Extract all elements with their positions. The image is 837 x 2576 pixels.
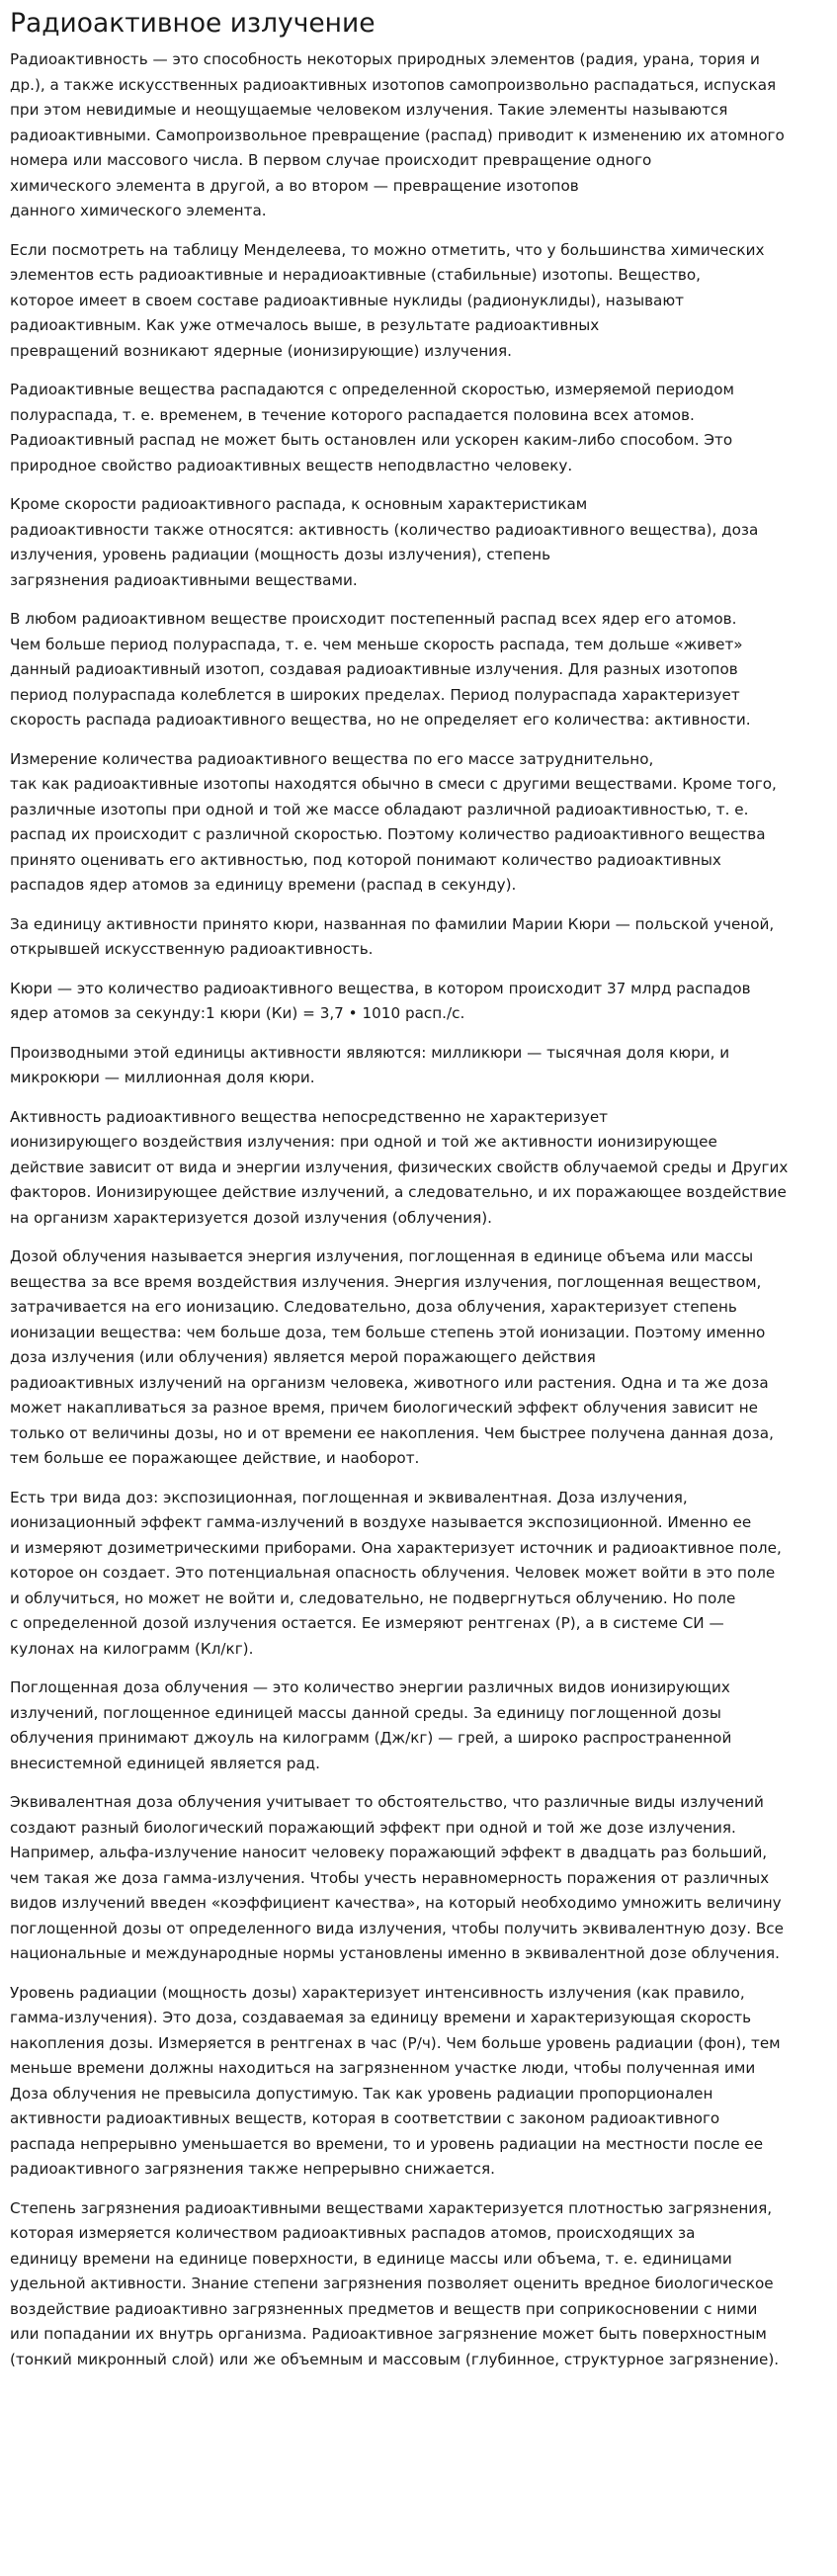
paragraph-equivalent-dose: Эквивалентная доза облучения учитывает то обстоятельство, что различные виды излучений создают разный биологический поражающий эффект при одной и той же дозе излучения. Например, альфа-излучение наносит человеку поражающий эффект в двадцать раз больший, чем такая же доза гамма-излучения. Чтобы учесть неравномерность поражения от различных видов излучений введен «коэффициент качества», на который необходимо умножить величину поглощенной дозы от определенного вида излучения, чтобы получить эквивалентную дозу. Все национальные и международные нормы установлены именно в эквивалентной дозе облучения. — [10, 1793, 784, 1962]
paragraph-dose: Дозой облучения называется энергия излучения, поглощенная в единице объема или массы вещества за все время воздействия излучения. Энергия излучения, поглощенная веществом, затрачивается на его ионизацию. Следовательно, доза облучения, характеризует степень ионизации вещества: чем больше доза, тем больше степень этой ионизации. Поэтому именно доза излучения (или облучения) является мерой поражающего действия радиоактивных излучений на организм человека, животного или растения. Одна и та же доза может накапливаться за разное время, причем биологический эффект облучения зависит не только от величины дозы, но и от времени ее накопления. Чем быстрее получена данная доза, тем больше ее поражающее действие, и наоборот. — [10, 1247, 774, 1467]
article-title: Радиоактивное излучение — [10, 8, 376, 39]
paragraph-contamination: Степень загрязнения радиоактивными веществами характеризуется плотностью загрязнения, которая измеряется количеством радиоактивных распадов атомов, происходящих за единицу времени на единице поверхности, в единице массы или объема, т. е. единицами удельной активности. Знание степени загрязнения позволяет оценить вредное биологическое воздействие радиоактивно загрязненных предметов и веществ при соприкосновении с ними или попадании их внутрь организма. Радиоактивное загрязнение может быть поверхностным (тонкий микронный слой) или же объемным и массовым (глубинное, структурное загрязнение). — [10, 2198, 780, 2368]
paragraph-radiation-level: Уровень радиации (мощность дозы) характеризует интенсивность излучения (как правило, гамма-излучения). Это доза, создаваемая за единицу времени и характеризующая скорость накопления дозы. Измеряется в рентгенах в час (Р/ч). Чем больше уровень радиации (фон), тем меньше времени должны находиться на загрязненном участке люди, чтобы полученная ими Доза облучения не превысила допустимую. Так как уровень радиации пропорционален активности радиоактивных веществ, которая в соответствии с законом радиоактивного распада непрерывно уменьшается во времени, то и уровень радиации на местности после ее радиоактивного загрязнения также непрерывно снижается. — [10, 1983, 781, 2178]
paragraph-isotopes: Если посмотреть на таблицу Менделеева, то можно отметить, что у большинства химических элементов есть радиоактивные и нерадиоактивные (стабильные) изотопы. Вещество, которое имеет в своем составе радиоактивные нуклиды (радионуклиды), называют радиоактивным. Как уже отмечалось выше, в результате радиоактивных превращений возникают ядерные (ионизирующие) излучения. — [10, 240, 765, 360]
paragraph-decay: В любом радиоактивном веществе происходит постепенный распад всех ядер его атомов. Чем больше период полураспада, т. е. чем меньше скорость распада, тем дольше «живет» данный радиоактивный изотоп, создавая радиоактивные излучения. Для разных изотопов период полураспада колеблется в широких пределах. Период полураспада характеризует скорость распада радиоактивного вещества, но не определяет его количества: активности. — [10, 610, 751, 729]
paragraph-radioactivity-definition: Радиоактивность — это способность некоторых природных элементов (радия, урана, тория и др.), а также искусственных радиоактивных изотопов самопроизвольно распадаться, испуская при этом невидимые и неощущаемые человеком излучения. Такие элементы называются радиоактивными. Самопроизвольное превращение (распад) приводит к изменению их атомного номера или массового числа. В первом случае происходит превращение одного химического элемента в другой, а во втором — превращение изотопов данного химического элемента. — [10, 50, 785, 219]
paragraph-curie-definition: Кюри — это количество радиоактивного вещества, в котором происходит 37 млрд распадов ядер атомов за секунду:1 кюри (Ки) = 3,7 • 1010 расп./с. — [10, 979, 751, 1022]
paragraph-half-life: Радиоактивные вещества распадаются с определенной скоростью, измеряемой периодом полураспада, т. е. временем, в течение которого распадается половина всех атомов. Радиоактивный распад не может быть остановлен или ускорен каким-либо способом. Это природное свойство радиоактивных веществ неподвластно человеку. — [10, 381, 734, 474]
paragraph-dose-types: Есть три вида доз: экспозиционная, поглощенная и эквивалентная. Доза излучения, ионизационный эффект гамма-излучений в воздухе называется экспозиционной. Именно ее и измеряют дозиметрическими приборами. Она характеризует источник и радиоактивное поле, которое он создает. Это потенциальная опасность облучения. Человек может войти в это поле и облучиться, но может не войти и, следовательно, не подвергнуться облучению. Но поле с определенной дозой излучения остается. Ее измеряют рентгенах (Р), а в системе СИ — кулонах на килограмм (Кл/кг). — [10, 1488, 782, 1658]
paragraph-absorbed-dose: Поглощенная доза облучения — это количество энергии различных видов ионизирующих излучений, поглощенное единицей массы данной среды. За единицу поглощенной дозы облучения принимают джоуль на килограмм (Дж/кг) — грей, а широко распространенной внесистемной единицей является рад. — [10, 1678, 732, 1772]
paragraph-ionizing-effect: Активность радиоактивного вещества непосредственно не характеризует ионизирующего воздействия излучения: при одной и той же активности ионизирующее действие зависит от вида и энергии излучения, физических свойств облучаемой среды и Других факторов. Ионизирующее действие излучений, а следовательно, и их поражающее воздействие на организм характеризуется дозой излучения (облучения). — [10, 1107, 789, 1227]
paragraph-activity-measurement: Измерение количества радиоактивного вещества по его массе затруднительно, так как радиоактивные изотопы находятся обычно в смеси с другими веществами. Кроме того, различные изотопы при одной и той же массе обладают различной радиоактивностью, т. е. распад их происходит с различной скоростью. Поэтому количество радиоактивного вещества принято оценивать его активностью, под которой понимают количество радиоактивных распадов ядер атомов за единицу времени (распад в секунду). — [10, 749, 777, 894]
paragraph-derived-units: Производными этой единицы активности являются: милликюри — тысячная доля кюри, и микрокюри — миллионная доля кюри. — [10, 1043, 730, 1086]
paragraph-characteristics: Кроме скорости радиоактивного распада, к основным характеристикам радиоактивности также относятся: активность (количество радиоактивного вещества), доза излучения, уровень радиации (мощность дозы излучения), степень загрязнения радиоактивными веществами. — [10, 495, 759, 589]
paragraph-curie-unit: За единицу активности принято кюри, названная по фамилии Марии Кюри — польской ученой, открывшей искусственную радиоактивность. — [10, 914, 775, 958]
